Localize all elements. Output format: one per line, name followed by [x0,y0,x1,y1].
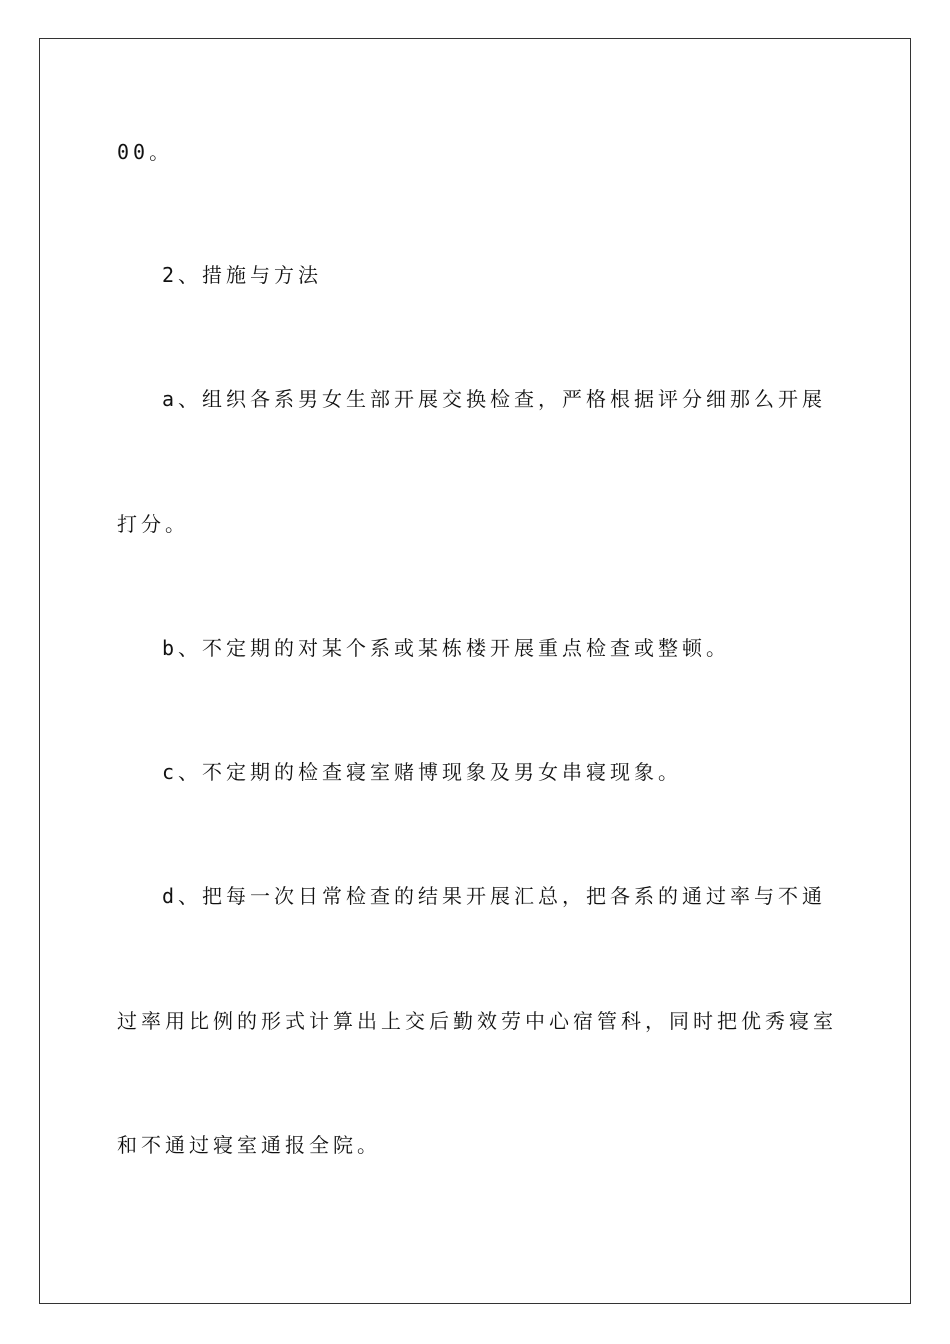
text-line-d-cont-2: 和不通过寝室通报全院。 [117,1133,381,1157]
text-line-d: d、把每一次日常检查的结果开展汇总，把各系的通过率与不通 [162,884,827,908]
text-line-a-cont: 打分。 [117,512,189,536]
section-heading: 2、措施与方法 [162,263,323,287]
text-line-a: a、组织各系男女生部开展交换检查，严格根据评分细那么开展 [162,387,827,411]
text-line-1: 00。 [117,140,174,164]
text-line-c: c、不定期的检查寝室赌博现象及男女串寝现象。 [162,760,683,784]
text-line-b: b、不定期的对某个系或某栋楼开展重点检查或整顿。 [162,636,731,660]
text-line-d-cont-1: 过率用比例的形式计算出上交后勤效劳中心宿管科，同时把优秀寝室 [117,1009,837,1033]
page-border [39,38,911,1304]
